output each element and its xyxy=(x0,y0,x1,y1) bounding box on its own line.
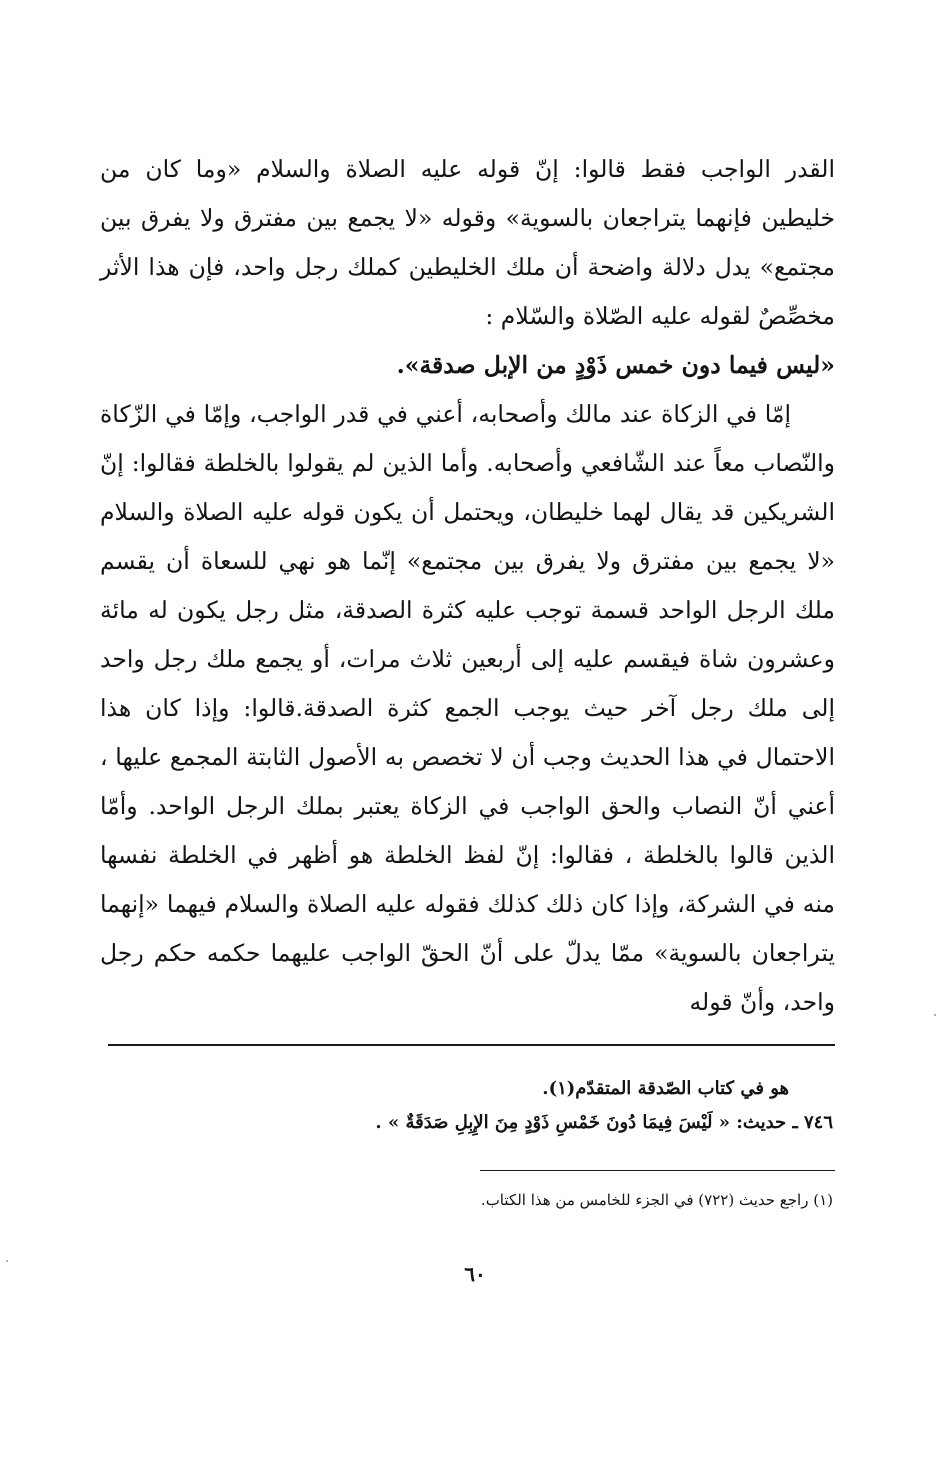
footnote: (١) راجع حديث (٧٢٢) في الجزء للخامس من هذا الكتاب. xyxy=(480,1191,833,1209)
body-paragraph-2: إمّا في الزكاة عند مالك وأصحابه، أعني في قدر الواجب، وإمّا في الزّكاة والنّصاب معاً عند الشّافعي وأصحابه. وأما الذين لم يقولوا بالخلطة فقالوا: إنّ الشريكين قد يقال لهما خليطان، ويحتمل أن يكون قوله عليه الصلاة والسلام «لا يجمع بين مفترق ولا يفرق بين مجتمع» إنّما هو نهي للسعاة أن يقسم ملك الرجل الواحد قسمة توجب عليه كثرة الصدقة، مثل رجل يكون له مائة وعشرون شاة فيقسم عليه إلى أربعين ثلاث مرات، أو يجمع ملك رجل واحد إلى ملك رجل آخر حيث يوجب الجمع كثرة الصدقة.قالوا: وإذا كان هذا الاحتمال في هذا الحديث وجب أن لا تخصص به الأصول الثابتة المجمع عليها ، أعني أنّ النصاب والحق الواجب في الزكاة يعتبر بملك الرجل الواحد. وأمّا الذين قالوا بالخلطة ، فقالوا: إنّ لفظ الخلطة هو أظهر في الخلطة نفسها منه في الشركة، وإذا كان ذلك كذلك فقوله عليه الصلاة والسلام فيهما «إنهما يتراجعان بالسوية» ممّا يدلّ على أنّ الحقّ الواجب عليهما حكمه حكم رجل واحد، وأنّ قوله xyxy=(100,400,835,1016)
footnote-divider-line xyxy=(480,1170,835,1171)
body-divider-line xyxy=(108,1044,835,1046)
hadith-intro: هو في كتاب الصّدقة المتقدّم(١). xyxy=(542,1078,789,1099)
scan-speck xyxy=(934,1014,936,1016)
hadith-quote: «ليس فيما دون خمس ذَوْدٍ من الإبل صدقة». xyxy=(396,351,835,379)
main-body-text xyxy=(100,145,835,1027)
scan-speck xyxy=(6,1260,8,1262)
hadith-line: ٧٤٦ ـ حديث: « لَيْسَ فِيمَا دُونَ خَمْسِ ذَوْدٍ مِنَ الإِبِلِ صَدَقَةٌ » . xyxy=(375,1112,833,1133)
page-number: ٦٠ xyxy=(464,1262,486,1286)
hadith-reference-block xyxy=(100,1072,833,1140)
body-paragraph-1: القدر الواجب فقط قالوا: إنّ قوله عليه الصلاة والسلام «وما كان من خليطين فإنهما يتراجعان بالسوية» وقوله «لا يجمع بين مفترق ولا يفرق بين مجتمع» يدل دلالة واضحة أن ملك الخليطين كملك رجل واحد، فإن هذا الأثر مخصِّصٌ لقوله عليه الصّلاة والسّلام : xyxy=(100,155,835,330)
